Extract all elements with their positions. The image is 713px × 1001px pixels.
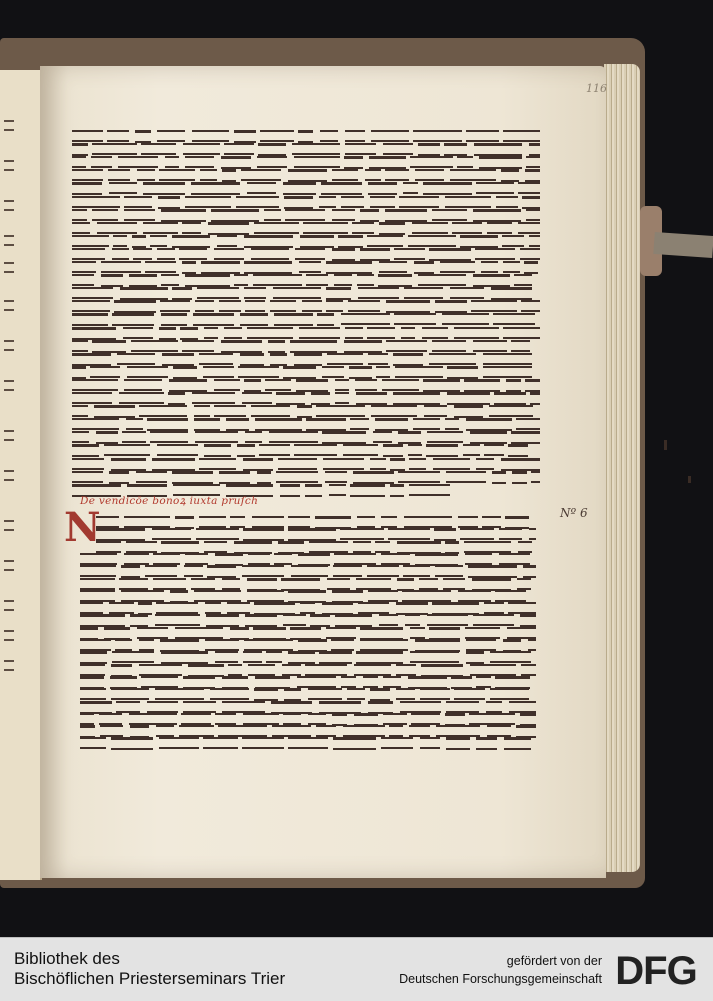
library-name	[14, 949, 285, 989]
script-line	[72, 327, 540, 337]
left-page-glyph	[4, 470, 14, 481]
ink-mark	[688, 476, 691, 483]
script-line	[80, 639, 536, 649]
script-line	[72, 405, 540, 415]
script-line	[72, 353, 540, 363]
script-line	[80, 664, 536, 674]
script-line	[72, 366, 540, 376]
funding-credit-line2: Deutschen Forschungsgemeinschaft	[399, 972, 602, 986]
script-line	[80, 565, 536, 575]
page-stack-edge	[604, 64, 640, 872]
funding-credit	[366, 952, 602, 988]
script-line	[80, 590, 536, 600]
script-line	[96, 528, 536, 538]
script-line	[72, 418, 540, 428]
margin-note: Nº 6	[560, 506, 588, 520]
library-name-line1: Bibliothek des	[14, 949, 120, 968]
left-page-glyph	[4, 380, 14, 391]
left-page-glyph	[4, 660, 14, 671]
script-line	[72, 431, 540, 441]
script-line	[72, 209, 540, 219]
script-line	[72, 169, 540, 179]
left-page-glyph	[4, 235, 14, 246]
script-line	[72, 156, 540, 166]
script-line	[96, 541, 536, 551]
library-footer	[0, 937, 713, 1001]
bookmark-strap	[653, 232, 713, 258]
folio-number: 116	[586, 82, 607, 95]
script-line	[80, 578, 536, 588]
script-line	[80, 701, 536, 711]
decorated-initial: N	[64, 504, 101, 551]
script-line	[72, 392, 540, 402]
left-page-glyph	[4, 262, 14, 273]
script-line	[72, 300, 540, 310]
left-page-glyph	[4, 120, 14, 131]
script-line	[80, 614, 536, 624]
script-line	[72, 471, 540, 481]
script-line	[80, 676, 536, 686]
left-page-glyph	[4, 340, 14, 351]
script-line	[72, 484, 460, 494]
funding-credit-line1: gefördert von der	[506, 954, 602, 968]
dfg-logo-text: DFG	[615, 949, 697, 990]
script-line	[72, 287, 540, 297]
script-line	[72, 235, 540, 245]
script-line	[72, 143, 540, 153]
script-line	[72, 222, 540, 232]
script-line	[72, 248, 540, 258]
script-line	[72, 274, 540, 284]
script-line	[80, 602, 536, 612]
script-line	[80, 725, 536, 735]
script-line	[72, 313, 540, 323]
script-line	[72, 130, 540, 140]
script-line	[72, 444, 540, 454]
script-line	[72, 458, 540, 468]
script-line	[80, 627, 536, 637]
ink-mark	[664, 440, 667, 450]
script-line	[80, 713, 536, 723]
dfg-logo	[608, 948, 704, 990]
script-line	[80, 688, 536, 698]
script-line	[80, 553, 536, 563]
script-line	[80, 651, 536, 661]
bookmark-ribbon	[640, 206, 713, 276]
left-page-glyph	[4, 560, 14, 571]
script-line	[80, 737, 536, 747]
left-page-glyph	[4, 430, 14, 441]
script-line	[72, 196, 540, 206]
script-line	[72, 340, 540, 350]
left-page-glyph	[4, 200, 14, 211]
script-line	[72, 379, 540, 389]
script-line	[72, 182, 540, 192]
script-line	[72, 261, 540, 271]
left-page-glyph	[4, 600, 14, 611]
left-page-glyph	[4, 520, 14, 531]
left-page-glyph	[4, 300, 14, 311]
library-name-line2: Bischöflichen Priesterseminars Trier	[14, 969, 286, 988]
left-page-glyph	[4, 630, 14, 641]
script-line	[96, 516, 536, 526]
red-rubric-heading: De vendicōe bonoꝝ iuxta pruſch	[80, 495, 259, 507]
left-page-glyph	[4, 160, 14, 171]
